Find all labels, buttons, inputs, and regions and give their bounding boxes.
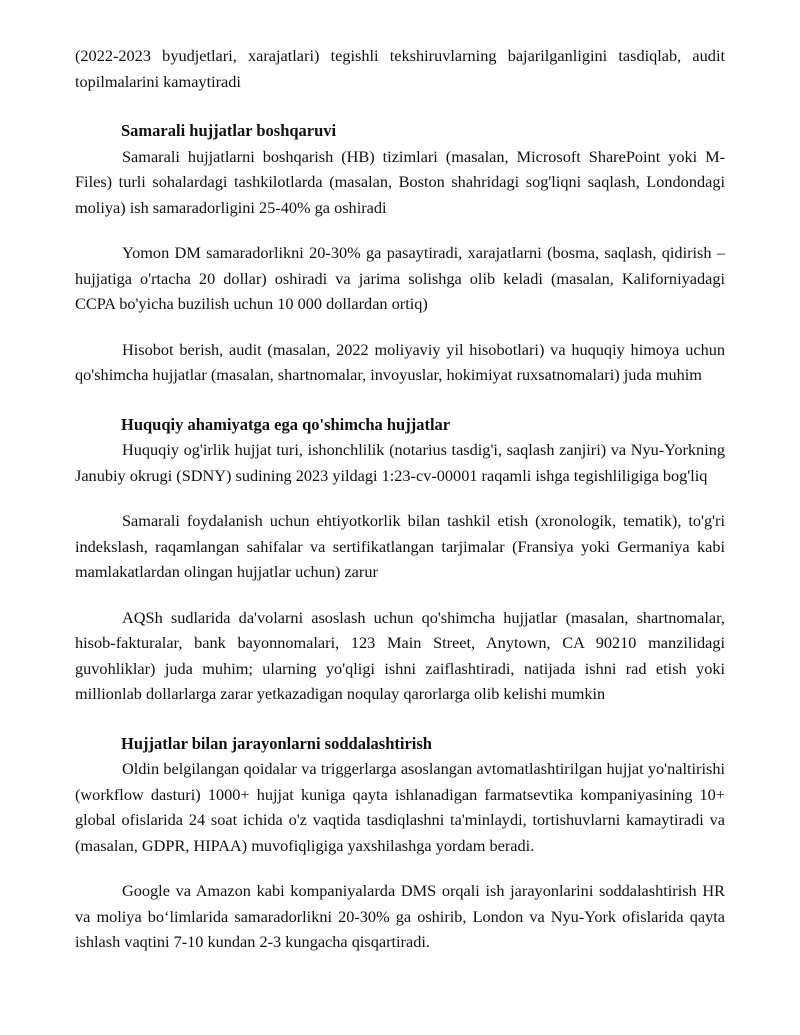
paragraph-google-amazon: Google va Amazon kabi kompaniyalarda DMS orqali ish jarayonlarini soddalashtirish HR va moliya bo‘limlarida samaradorlikni 20-30% ga oshirib, London va Nyu-York ofislarida qayta ishlash vaqtini 7-10 kundan 2-3 kungacha qisqartiradi. <box>75 881 725 951</box>
paragraph-audit-findings: (2022-2023 byudjetlari, xarajatlari) tegishli tekshiruvlarning bajarilganligini tasdiqlab, audit topilmalarini kamaytiradi <box>75 46 725 91</box>
paragraph-careful-organization: Samarali foydalanish uchun ehtiyotkorlik bilan tashkil etish (xronologik, tematik), to'g'ri indekslash, raqamlangan sahifalar va sertifikatlangan tarjimalar (Fransiya yoki Germaniya kabi mamlakatlardan olingan hujjatlar uchun) zarur <box>75 511 725 581</box>
paragraph-reporting-audit: Hisobot berish, audit (masalan, 2022 moliyaviy yil hisobotlari) va huquqiy himoya uchun qo'shimcha hujjatlar (masalan, shartnomalar, invoyuslar, hokimiyat ruxsatnomalari) juda muhim <box>75 339 725 384</box>
heading-legal-supporting-documents: Huquqiy ahamiyatga ega qo'shimcha hujjatlar <box>121 414 451 434</box>
paragraph-us-courts: AQSh sudlarida da'volarni asoslash uchun qo'shimcha hujjatlar (masalan, shartnomalar, hisob-fakturalar, bank bayonnomalari, 123 Main Street, Anytown, CA 90210 manzilidagi guvohliklar) juda muhim; ularning yo'qligi ishni zaiflashtiradi, natijada ishni rad etish yoki millionlab dollarlarga zarar yetkazadigan noqulay qarorlarga olib kelishi mumkin <box>75 607 725 703</box>
paragraph-dms-systems: Samarali hujjatlarni boshqarish (HB) tizimlari (masalan, Microsoft SharePoint yoki M-Files) turli sohalardagi tashkilotlarda (masalan, Boston shahridagi sog'liqni saqlash, Londondagi moliya) ish samaradorligini 25-40% ga oshiradi <box>75 146 725 217</box>
paragraph-poor-dm: Yomon DM samaradorlikni 20-30% ga pasaytiradi, xarajatlarni (bosma, saqlash, qidirish – hujjatiga o'rtacha 20 dollar) oshiradi va jarima solishga olib keladi (masalan, Kaliforniyadagi CCPA bo'yicha buzilish uchun 10 000 dollardan ortiq) <box>75 243 725 313</box>
paragraph-automated-routing: Oldin belgilangan qoidalar va triggerlarga asoslangan avtomatlashtirilgan hujjat yo'naltirishi (workflow dasturi) 1000+ hujjat kuniga qayta ishlanadigan farmatsevtika kompaniyasining 10+ global ofislarida 24 soat ichida o'z vaqtida tasdiqlashni ta'minlaydi, tortishuvlarni kamaytiradi va (masalan, GDPR, HIPAA) muvofiqligiga yaxshilashga yordam beradi. <box>75 759 725 855</box>
document-page <box>75 43 725 955</box>
heading-process-simplification: Hujjatlar bilan jarayonlarni soddalashtirish <box>121 733 432 753</box>
heading-effective-document-management: Samarali hujjatlar boshqaruvi <box>121 121 337 140</box>
paragraph-legal-weight: Huquqiy og'irlik hujjat turi, ishonchlilik (notarius tasdig'i, saqlash zanjiri) va Nyu-Yorkning Janubiy okrugi (SDNY) sudining 2023 yildagi 1:23-cv-00001 raqamli ishga tegishliligiga bog'liq <box>75 440 725 485</box>
